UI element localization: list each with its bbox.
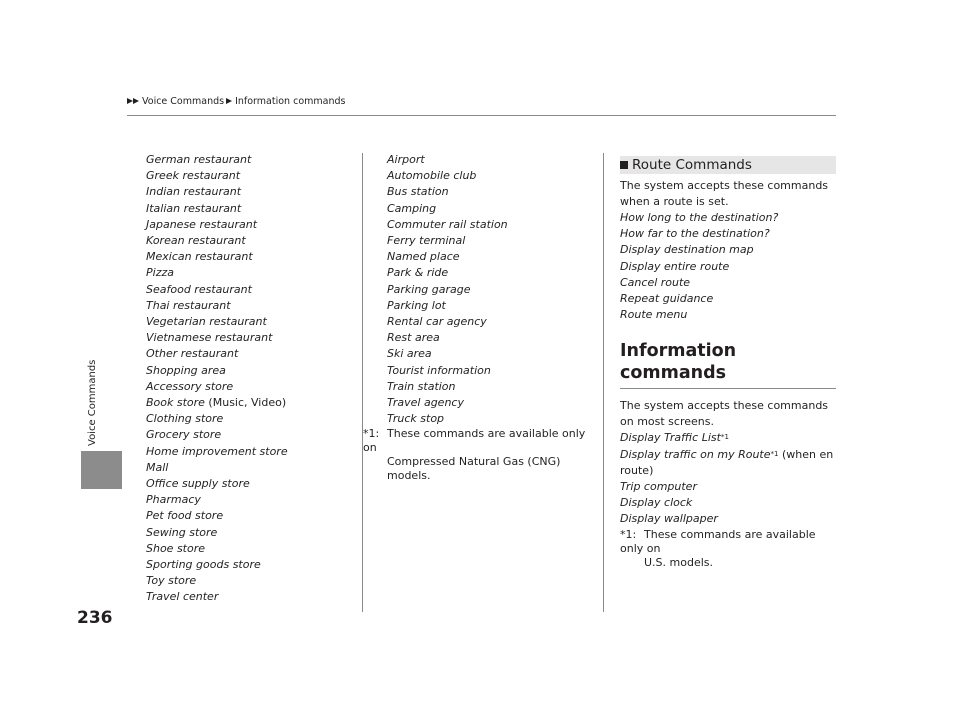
list-item: Mexican restaurant [146,250,253,264]
route-commands-heading [620,156,836,174]
place-category-list-2 [363,152,592,483]
list-item: Display clock [620,496,693,510]
cng-footnote [363,427,592,483]
list-item: Shopping area [146,363,226,377]
footnote-text: Compressed Natural Gas (CNG) [387,455,561,469]
list-item: Airport [387,153,425,166]
list-item: Other restaurant [146,347,239,361]
list-item: Indian restaurant [146,185,242,199]
breadcrumb-section[interactable]: Voice Commands [142,95,225,107]
footnote-text: models. [387,469,431,483]
list-item: Display wallpaper [620,512,718,526]
list-item: Park & ride [387,266,449,280]
list-item: Tourist information [387,363,491,377]
footnote-mark: *1: [363,427,380,441]
list-item: Automobile club [387,169,477,183]
list-item: Pet food store [146,509,224,523]
information-commands-title: Information commands [620,341,737,384]
list-item: Pharmacy [146,493,201,507]
footnote-text: These commands are available only on [363,427,586,455]
us-footnote [620,528,836,570]
list-item: Clothing store [146,412,224,426]
list-item: How far to the destination? [620,227,770,241]
list-item: Vegetarian restaurant [146,315,267,329]
list-item: Office supply store [146,477,250,491]
list-item: Parking lot [387,298,446,312]
list-item: Route menu [620,308,688,322]
commands-sidebar [620,156,836,570]
list-item: Display entire route [620,259,730,273]
list-item: Trip computer [620,480,697,494]
list-item: Shoe store [146,541,206,555]
square-bullet-icon [620,161,628,169]
list-item: Display destination map [620,243,754,257]
section-rule [620,388,836,389]
route-commands-intro: The system accepts these commands when a route is set. [620,179,829,208]
breadcrumb-arrow-icon [226,98,232,104]
footnote-text: U.S. models. [644,555,714,569]
list-item: Rest area [387,331,440,345]
book-store-note: (Music, Video) [204,396,287,410]
list-item: Sewing store [146,525,218,539]
list-item: Seafood restaurant [146,282,252,296]
list-item: Sporting goods store [146,558,261,572]
place-category-list-1 [146,152,356,606]
list-item: Travel center [146,590,219,604]
list-item: Pizza [146,266,174,280]
header-rule [127,115,836,116]
list-item: Mall [146,460,169,474]
route-commands-list [620,210,836,323]
list-item: Travel agency [387,396,464,410]
list-item: Commuter rail station [387,217,508,231]
traffic-list-label: Display Traffic List [620,431,721,445]
breadcrumb-page[interactable]: Information commands [235,95,346,107]
side-tab-label: Voice Commands [87,359,98,446]
list-item: Parking garage [387,282,471,296]
list-item-book-store [146,395,356,411]
list-item: Korean restaurant [146,234,246,248]
breadcrumb [127,94,345,108]
list-item: Vietnamese restaurant [146,331,273,345]
list-item: Cancel route [620,275,691,289]
traffic-route-label: Display traffic on my Route [620,447,771,461]
list-item: Toy store [146,574,197,588]
list-item: Italian restaurant [146,201,242,215]
list-item: Greek restaurant [146,169,241,183]
list-item: Ski area [387,347,432,361]
breadcrumb-arrow-icon [133,98,139,104]
column-divider [603,153,604,612]
list-item: Train station [387,379,456,393]
list-item: Repeat guidance [620,292,714,306]
information-commands-list [620,430,836,527]
book-store-label: Book store [146,396,205,410]
list-item: Grocery store [146,428,222,442]
footnote-ref: *1 [770,449,779,458]
list-item: Camping [387,201,437,215]
list-item: Accessory store [146,379,234,393]
footnote-ref: *1 [720,433,729,442]
list-item: Ferry terminal [387,234,466,248]
list-item: Home improvement store [146,444,288,458]
side-tab-marker [81,451,122,489]
list-item: German restaurant [146,153,252,166]
list-item: Japanese restaurant [146,217,258,231]
list-item: How long to the destination? [620,211,779,224]
list-item-traffic-route [620,447,836,479]
page-number: 236 [77,608,113,628]
footnote-mark: *1: [620,527,637,541]
route-commands-title: Route Commands [632,157,752,173]
list-item-traffic-list [620,430,836,446]
list-item: Bus station [387,185,449,199]
list-item: Named place [387,250,460,264]
list-item: Rental car agency [387,315,487,329]
list-item: Truck stop [387,412,445,426]
column-divider [362,153,363,612]
footnote-text: These commands are available only on [620,527,816,555]
information-commands-intro: The system accepts these commands on most screens. [620,399,829,429]
list-item: Thai restaurant [146,298,231,312]
traffic-route-note: (when en route) [620,447,834,477]
